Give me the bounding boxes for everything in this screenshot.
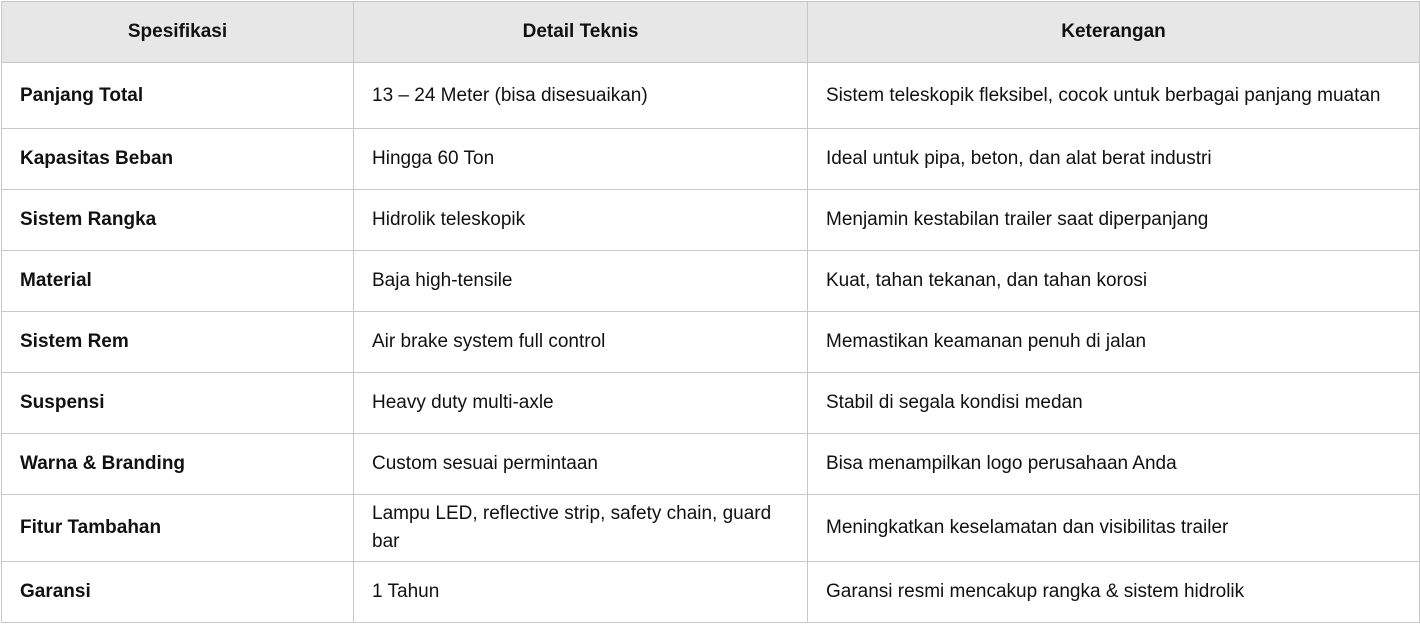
detail-cell: Hingga 60 Ton (354, 129, 808, 190)
note-cell: Meningkatkan keselamatan dan visibilitas trailer (808, 495, 1420, 562)
note-cell: Memastikan keamanan penuh di jalan (808, 312, 1420, 373)
spec-cell: Kapasitas Beban (2, 129, 354, 190)
detail-cell: Air brake system full control (354, 312, 808, 373)
spec-cell: Garansi (2, 562, 354, 623)
detail-cell: 1 Tahun (354, 562, 808, 623)
table-row (2, 434, 1420, 495)
spec-cell: Sistem Rem (2, 312, 354, 373)
column-header-spesifikasi: Spesifikasi (2, 2, 354, 63)
spec-cell: Panjang Total (2, 63, 354, 129)
detail-cell: Custom sesuai permintaan (354, 434, 808, 495)
detail-cell: Heavy duty multi-axle (354, 373, 808, 434)
table-row (2, 373, 1420, 434)
table-header (2, 2, 1420, 63)
detail-cell: Hidrolik teleskopik (354, 190, 808, 251)
column-header-keterangan: Keterangan (808, 2, 1420, 63)
detail-cell: Baja high-tensile (354, 251, 808, 312)
spec-table (1, 1, 1420, 623)
column-header-detail-teknis: Detail Teknis (354, 2, 808, 63)
detail-cell: Lampu LED, reflective strip, safety chain, guard bar (354, 495, 808, 562)
table-row (2, 63, 1420, 129)
spec-cell: Warna & Branding (2, 434, 354, 495)
table-row (2, 251, 1420, 312)
table-row (2, 312, 1420, 373)
note-cell: Bisa menampilkan logo perusahaan Anda (808, 434, 1420, 495)
note-cell: Sistem teleskopik fleksibel, cocok untuk berbagai panjang muatan (808, 63, 1420, 129)
note-cell: Stabil di segala kondisi medan (808, 373, 1420, 434)
spec-cell: Material (2, 251, 354, 312)
table-row (2, 495, 1420, 562)
spec-cell: Fitur Tambahan (2, 495, 354, 562)
note-cell: Garansi resmi mencakup rangka & sistem hidrolik (808, 562, 1420, 623)
note-cell: Menjamin kestabilan trailer saat diperpanjang (808, 190, 1420, 251)
spec-cell: Sistem Rangka (2, 190, 354, 251)
table-body (2, 63, 1420, 623)
detail-cell: 13 – 24 Meter (bisa disesuaikan) (354, 63, 808, 129)
table-row (2, 562, 1420, 623)
note-cell: Kuat, tahan tekanan, dan tahan korosi (808, 251, 1420, 312)
spec-cell: Suspensi (2, 373, 354, 434)
table-row (2, 190, 1420, 251)
table-row (2, 129, 1420, 190)
header-row (2, 2, 1420, 63)
note-cell: Ideal untuk pipa, beton, dan alat berat industri (808, 129, 1420, 190)
